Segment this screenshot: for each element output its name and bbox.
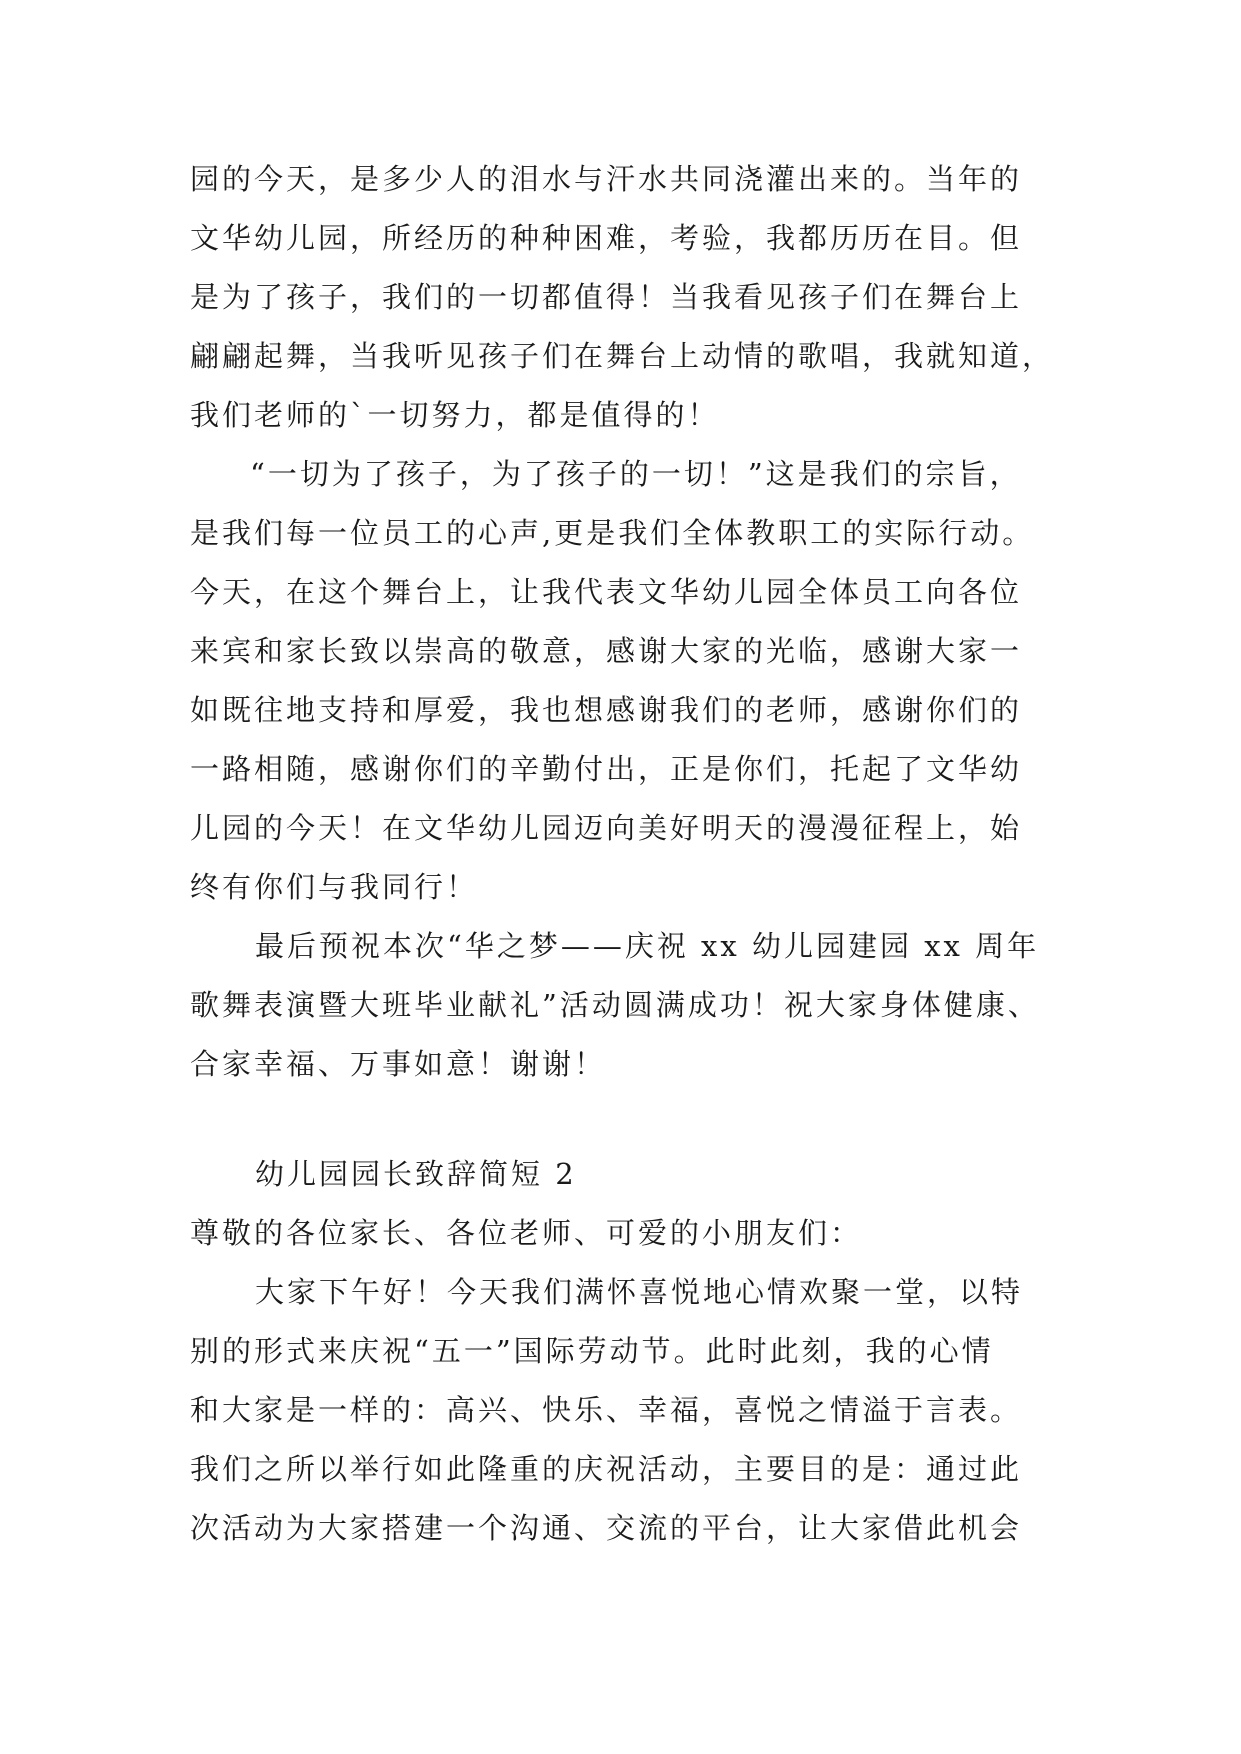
paragraph-motto xyxy=(190,445,1070,917)
section-heading: 幼儿园园长致辞简短 2 xyxy=(255,1157,577,1191)
paragraph-greeting xyxy=(190,1263,1070,1558)
text-line: 终有你们与我同行！ xyxy=(190,870,479,904)
text-line: 最后预祝本次“华之梦——庆祝 xx 幼儿园建园 xx 周年 xyxy=(255,929,1040,963)
text-line: 园的今天，是多少人的泪水与汗水共同浇灌出来的。当年的 xyxy=(190,162,1023,196)
text-line: 来宾和家长致以崇高的敬意，感谢大家的光临，感谢大家一 xyxy=(190,634,1023,668)
text-line: 儿园的今天！在文华幼儿园迈向美好明天的漫漫征程上，始 xyxy=(190,811,1023,845)
text-line: 歌舞表演暨大班毕业献礼”活动圆满成功！祝大家身体健康、 xyxy=(190,988,1040,1022)
text-line: 如既往地支持和厚爱，我也想感谢我们的老师，感谢你们的 xyxy=(190,693,1023,727)
text-line: 一路相随，感谢你们的辛勤付出，正是你们，托起了文华幼 xyxy=(190,752,1023,786)
text-line: 是为了孩子，我们的一切都值得！当我看见孩子们在舞台上 xyxy=(190,280,1023,314)
text-line: “一切为了孩子，为了孩子的一切！”这是我们的宗旨， xyxy=(250,457,1022,491)
text-line: 文华幼儿园，所经历的种种困难，考验，我都历历在目。但 xyxy=(190,221,1023,255)
paragraph-closing xyxy=(190,917,1070,1094)
text-line: 是我们每一位员工的心声,更是我们全体教职工的实际行动。 xyxy=(190,516,1035,550)
text-line: 次活动为大家搭建一个沟通、交流的平台，让大家借此机会 xyxy=(190,1511,1023,1545)
text-line: 我们之所以举行如此隆重的庆祝活动，主要目的是：通过此 xyxy=(190,1452,1023,1486)
text-line: 合家幸福、万事如意！谢谢！ xyxy=(190,1047,607,1081)
paragraph-continuation xyxy=(190,150,1070,445)
text-line: 别的形式来庆祝“五一”国际劳动节。此时此刻，我的心情 xyxy=(190,1334,994,1368)
text-line: 尊敬的各位家长、各位老师、可爱的小朋友们： xyxy=(190,1216,863,1250)
text-line: 翩翩起舞，当我听见孩子们在舞台上动情的歌唱，我就知道， xyxy=(190,339,1055,373)
text-line: 大家下午好！今天我们满怀喜悦地心情欢聚一堂，以特 xyxy=(255,1275,1024,1309)
salutation xyxy=(190,1204,1070,1263)
text-line: 今天，在这个舞台上，让我代表文华幼儿园全体员工向各位 xyxy=(190,575,1023,609)
text-line: 我们老师的`一切努力，都是值得的！ xyxy=(190,398,720,432)
text-line: 和大家是一样的：高兴、快乐、幸福，喜悦之情溢于言表。 xyxy=(190,1393,1023,1427)
